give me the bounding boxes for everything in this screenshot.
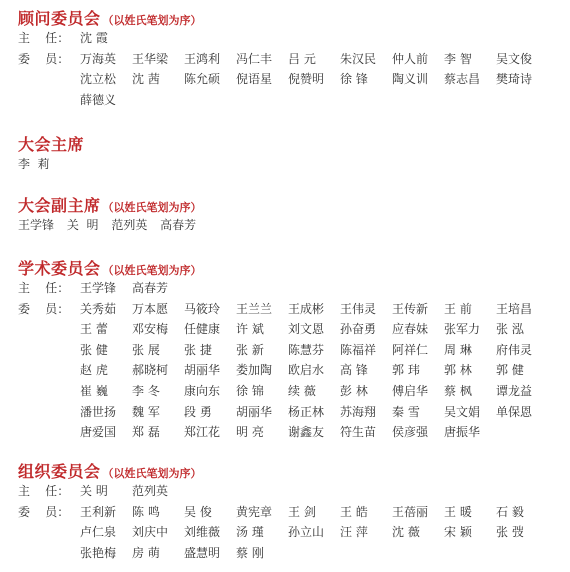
- members-label: 委 员：: [18, 301, 70, 316]
- chair-label: 主 任：: [18, 281, 70, 295]
- person-name: 蔡志昌: [444, 72, 481, 87]
- person-name: 张 健: [80, 342, 108, 357]
- section-title: 组织委员会: [18, 462, 101, 481]
- chair-names: [80, 278, 550, 299]
- chair-row: [18, 28, 563, 49]
- person-name: 杨正林: [288, 404, 325, 419]
- person-name: 许 斌: [236, 322, 264, 337]
- person-name: 倪语星: [236, 72, 273, 87]
- person-name: 王成彬: [288, 301, 325, 316]
- person-name: 胡丽华: [184, 363, 221, 378]
- person-name: 樊琦诗: [496, 72, 533, 87]
- person-name: 陈 鸣: [132, 504, 160, 519]
- section-note: （以姓氏笔划为序）: [102, 264, 202, 277]
- person-name: 明 亮: [236, 425, 264, 440]
- person-name: 李 冬: [132, 383, 160, 398]
- person-name: 康向东: [184, 383, 221, 398]
- person-name: 张 弢: [496, 525, 524, 540]
- person-name: 汤 瑾: [236, 525, 264, 540]
- person-name: 朱汉民: [340, 51, 377, 66]
- person-name: 王兰兰: [236, 301, 273, 316]
- person-name: 周 琳: [444, 342, 472, 357]
- chair-label: 主 任：: [18, 484, 70, 498]
- person-name: 王培昌: [496, 301, 533, 316]
- person-name: 王蓓丽: [392, 504, 429, 519]
- person-name: 万海英: [80, 51, 117, 66]
- president-names: [18, 154, 563, 175]
- person-name: 盛慧明: [184, 545, 221, 560]
- organizing-committee-section: [18, 459, 563, 563]
- person-name: 王学锋: [18, 218, 55, 232]
- person-name: 谢鑫友: [288, 425, 325, 440]
- person-name: 张 捷: [184, 342, 212, 357]
- president-heading: [18, 132, 563, 154]
- person-name: 邓安梅: [132, 322, 169, 337]
- person-name: 刘文恩: [288, 322, 325, 337]
- person-name: 吴文俊: [496, 51, 533, 66]
- person-name: 苏海翔: [340, 404, 377, 419]
- section-note: （以姓氏笔划为序）: [102, 14, 202, 27]
- person-name: 单保恩: [496, 404, 533, 419]
- person-name: 范列英: [132, 484, 169, 498]
- person-name: 续 薇: [288, 383, 316, 398]
- chair-label: 主 任：: [18, 31, 70, 45]
- person-name: 冯仁丰: [236, 51, 273, 66]
- person-name: 卢仁泉: [80, 525, 117, 540]
- person-name: 汪 萍: [340, 525, 368, 540]
- person-name: 王 暖: [444, 504, 472, 519]
- person-name: 吕 元: [288, 51, 316, 66]
- advisory-committee-heading: [18, 6, 563, 28]
- person-name: 高春芳: [132, 281, 169, 295]
- person-name: 秦 雪: [392, 404, 420, 419]
- member-names: [80, 299, 550, 443]
- person-name: 郭 林: [444, 363, 472, 378]
- person-name: 李 莉: [18, 157, 50, 171]
- person-name: 张 展: [132, 342, 160, 357]
- person-name: 陈允硕: [184, 72, 221, 87]
- person-name: 张 新: [236, 342, 264, 357]
- person-name: 王 蕾: [80, 322, 108, 337]
- person-name: 唐振华: [444, 425, 481, 440]
- person-name: 房 萌: [132, 545, 160, 560]
- person-name: 陈福祥: [340, 342, 377, 357]
- person-name: 彭 林: [340, 383, 368, 398]
- person-name: 王传新: [392, 301, 429, 316]
- members-row: [18, 299, 563, 443]
- person-name: 徐 锦: [236, 383, 264, 398]
- person-name: 陶义训: [392, 72, 429, 87]
- person-name: 王利新: [80, 504, 117, 519]
- academic-committee-section: [18, 256, 563, 443]
- person-name: 马筱玲: [184, 301, 221, 316]
- person-name: 郝晓柯: [132, 363, 169, 378]
- person-name: 仲人前: [392, 51, 429, 66]
- person-name: 宋 颖: [444, 525, 472, 540]
- person-name: 应春妹: [392, 322, 429, 337]
- person-name: 关 明: [80, 484, 108, 498]
- person-name: 欧启水: [288, 363, 325, 378]
- chair-row: [18, 278, 563, 299]
- chair-names: [80, 481, 550, 502]
- person-name: 陈慧芬: [288, 342, 325, 357]
- person-name: 黄宪章: [236, 504, 273, 519]
- person-name: 阿祥仁: [392, 342, 429, 357]
- person-name: 赵 虎: [80, 363, 108, 378]
- person-name: 刘庆中: [132, 525, 169, 540]
- person-name: 关 明: [66, 218, 99, 232]
- person-name: 徐 锋: [340, 72, 368, 87]
- members-label: 委 员：: [18, 51, 70, 66]
- person-name: 张 泓: [496, 322, 524, 337]
- person-name: 倪赞明: [288, 72, 325, 87]
- vice-president-names: [18, 215, 563, 236]
- person-name: 张艳梅: [80, 545, 117, 560]
- person-name: 郑江花: [184, 425, 221, 440]
- advisory-committee-section: [18, 6, 563, 110]
- section-title: 顾问委员会: [18, 9, 101, 28]
- section-note: （以姓氏笔划为序）: [102, 467, 202, 480]
- person-name: 沈立松: [80, 72, 117, 87]
- person-name: 沈 霞: [80, 31, 108, 45]
- section-title: 大会副主席: [18, 196, 101, 215]
- section-title: 大会主席: [18, 135, 85, 154]
- person-name: 吴 俊: [184, 504, 212, 519]
- person-name: 段 勇: [184, 404, 212, 419]
- person-name: 王 剑: [288, 504, 316, 519]
- person-name: 郭 健: [496, 363, 524, 378]
- members-row: [18, 49, 563, 111]
- person-name: 傅启华: [392, 383, 429, 398]
- person-name: 范列英: [111, 218, 148, 232]
- person-name: 王鸿利: [184, 51, 221, 66]
- member-names: [80, 49, 550, 111]
- person-name: 郭 玮: [392, 363, 420, 378]
- person-name: 万本愿: [132, 301, 169, 316]
- person-name: 关秀茹: [80, 301, 117, 316]
- person-name: 王 皓: [340, 504, 368, 519]
- person-name: 沈 薇: [392, 525, 420, 540]
- person-name: 石 毅: [496, 504, 524, 519]
- person-name: 孙立山: [288, 525, 325, 540]
- person-name: 谭龙益: [496, 383, 533, 398]
- person-name: 唐爱国: [80, 425, 117, 440]
- person-name: 王 前: [444, 301, 472, 316]
- person-name: 刘维薇: [184, 525, 221, 540]
- vice-president-heading: [18, 193, 563, 215]
- person-name: 郑 磊: [132, 425, 160, 440]
- members-label: 委 员：: [18, 504, 70, 519]
- person-name: 娄加陶: [236, 363, 273, 378]
- person-name: 李 智: [444, 51, 472, 66]
- section-note: （以姓氏笔划为序）: [102, 201, 202, 214]
- section-title: 学术委员会: [18, 259, 101, 278]
- person-name: 魏 军: [132, 404, 160, 419]
- chair-row: [18, 481, 563, 502]
- person-name: 崔 巍: [80, 383, 108, 398]
- person-name: 任健康: [184, 322, 221, 337]
- chair-names: [80, 28, 550, 49]
- organizing-committee-heading: [18, 459, 563, 481]
- person-name: 府伟灵: [496, 342, 533, 357]
- person-name: 王学锋: [80, 281, 117, 295]
- person-name: 高 锋: [340, 363, 368, 378]
- vice-president-section: [18, 193, 563, 236]
- member-names: [80, 502, 550, 564]
- person-name: 胡丽华: [236, 404, 273, 419]
- person-name: 王伟灵: [340, 301, 377, 316]
- person-name: 王华梁: [132, 51, 169, 66]
- person-name: 潘世扬: [80, 404, 117, 419]
- person-name: 蔡 枫: [444, 383, 472, 398]
- academic-committee-heading: [18, 256, 563, 278]
- person-name: 张军力: [444, 322, 481, 337]
- person-name: 蔡 刚: [236, 545, 264, 560]
- members-row: [18, 502, 563, 564]
- person-name: 高春芳: [160, 218, 197, 232]
- person-name: 吴文娟: [444, 404, 481, 419]
- person-name: 沈 茜: [132, 72, 160, 87]
- person-name: 侯彦强: [392, 425, 429, 440]
- person-name: 孙奋勇: [340, 322, 377, 337]
- person-name: 薛德义: [80, 92, 117, 107]
- person-name: 符生苗: [340, 425, 377, 440]
- president-section: [18, 132, 563, 175]
